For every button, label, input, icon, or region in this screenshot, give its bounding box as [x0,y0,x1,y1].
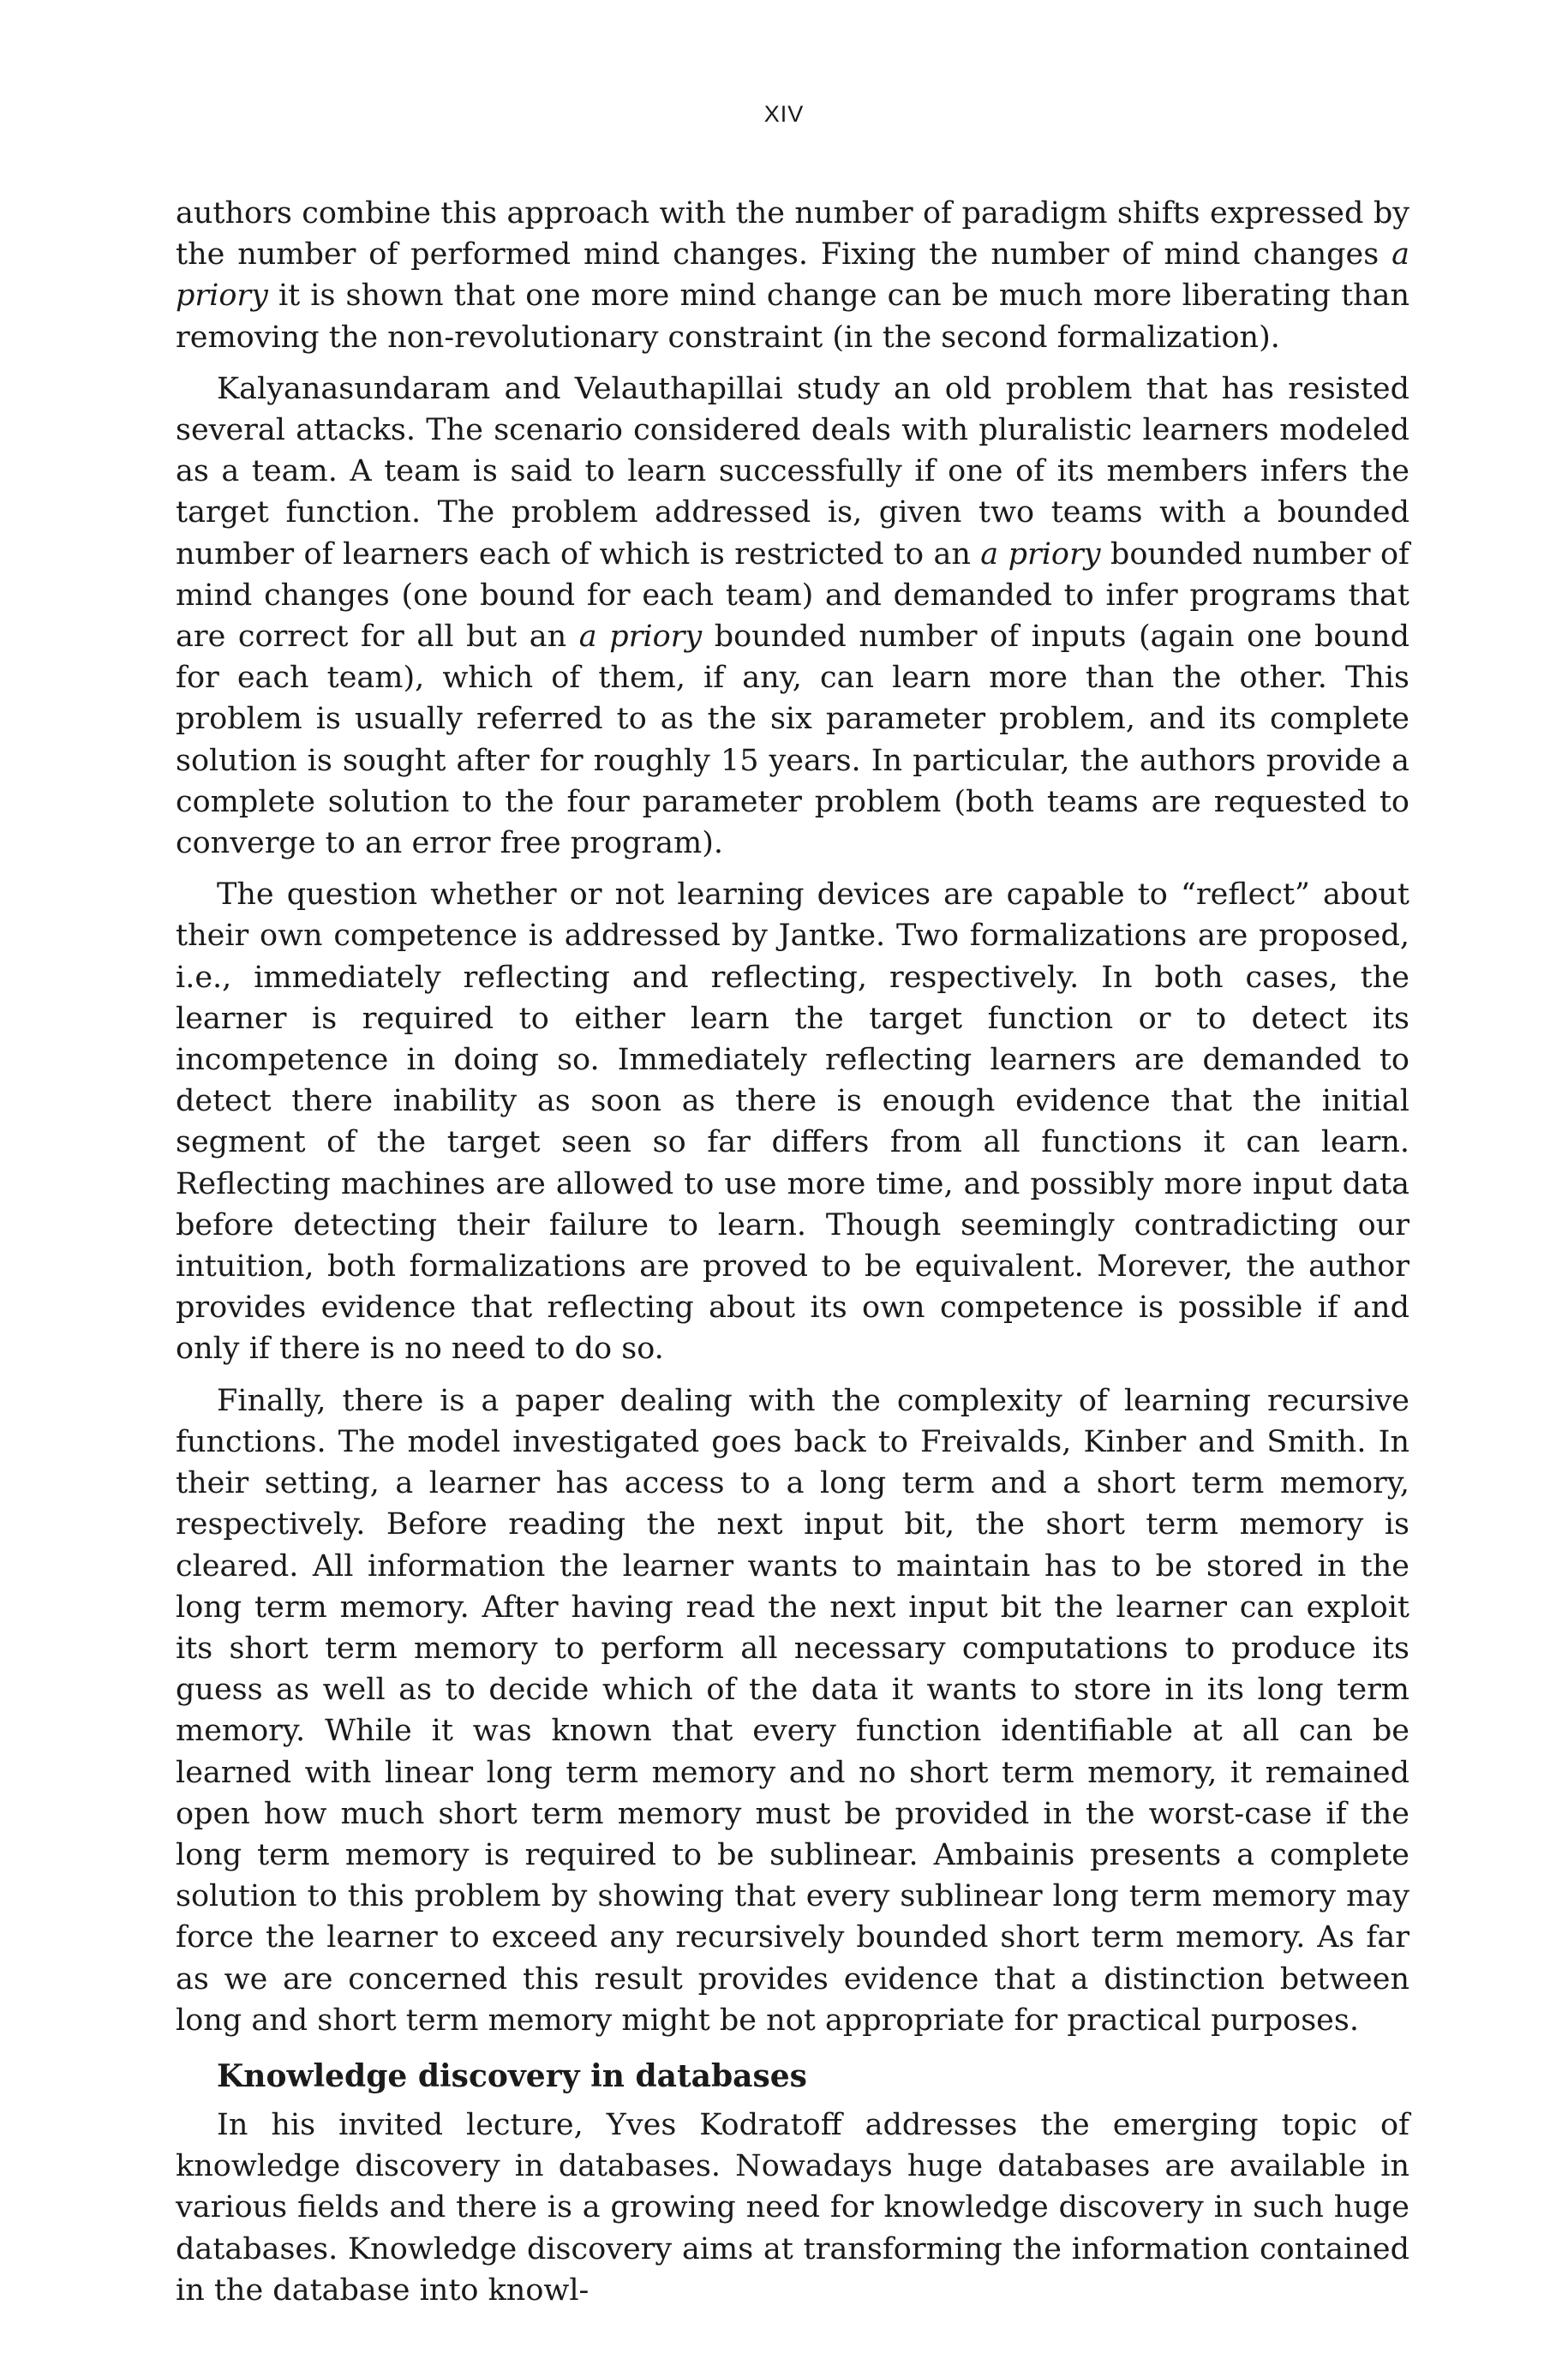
paragraph-jantke [176,874,1409,1369]
italic-term: a priory [980,536,1101,572]
page-number: XIV [763,101,805,127]
paragraph-continuation [176,193,1409,358]
text-run: authors combine this approach with the number of paradigm shifts expressed by the number of performed mind changes. Fixing the number of mind changes [176,196,1409,272]
text-run: The question whether or not learning devices are capable to “reflect” about their own competence is addressed by Jantke. Two formalizations are proposed, i.e., immediately reflecting and reflecting, respectively. In both cases, the learner is required to either learn the target function or to detect its incompetence in doing so. Immediately reflecting learners are demanded to detect there inability as soon as there is enough evidence that the initial segment of the target seen so far differs from all functions it can learn. Reflecting machines are allowed to use more time, and possibly more input data before detecting their failure to learn. Though seemingly contradicting our intuition, both formalizations are proved to be equivalent. Morever, the author provides evidence that reflecting about its own competence is possible if and only if there is no need to do so. [176,877,1409,1367]
paragraph-kodratoff: In his invited lecture, Yves Kodratoff addresses the emerging topic of knowledge discovery in databases. Nowadays huge databases are available in various fields and there is a growing need for knowledge discovery in such huge databases. Knowledge discovery aims at transforming the information contained in the database into knowl- [176,2107,1409,2308]
italic-term: a priory [578,620,703,655]
text-run: bounded number of mind changes (one bound for each team) and demanded to infer programs that are correct for all but an [176,536,1409,655]
paragraph-kalyanasundaram [176,368,1409,864]
text-run: bounded number of inputs (again one bound for each team), which of them, if any, can learn more than the other. This problem is usually referred to as the six parameter problem, and its complete solution is sought after for roughly 15 years. In particular, the authors provide a complete solution to the four parameter problem (both teams are requested to converge to an error free program). [176,620,1409,861]
paragraph-ambainis [176,1380,1409,2041]
section-heading: Knowledge discovery in databases [217,2057,807,2094]
text-run: it is shown that one more mind change can be much more liberating than removing the non-revolutionary constraint (in the second formalization). [176,278,1409,355]
text-run: Finally, there is a paper dealing with the complexity of learning recursive functions. The model investigated goes back to Freivalds, Kinber and Smith. In their setting, a learner has access to a long term and a short term memory, respectively. Before reading the next input bit, the short term memory is cleared. All information the learner wants to maintain has to be stored in the long term memory. After having read the next input bit the learner can exploit its short term memory to perform all necessary computations to produce its guess as well as to decide which of the data it wants to store in its long term memory. While it was known that every function identifiable at all can be learned with linear long term memory and no short term memory, it remained open how much short term memory must be provided in the worst-case if the long term memory is required to be sublinear. Ambainis presents a complete solution to this problem by showing that every sublinear long term memory may force the learner to exceed any recursively bounded short term memory. As far as we are concerned this result provides evidence that a distinction between long and short term memory might be not appropriate for practical purposes. [176,1383,1409,2038]
text-run: Kalyanasundaram and Velauthapillai study an old problem that has resisted several attacks. The scenario considered deals with pluralistic learners modeled as a team. A team is said to learn successfully if one of its members infers the target function. The problem addressed is, given two teams with a bounded number of learners each of which is restricted to an [176,371,1409,572]
italic-term: a priory [176,237,1409,314]
text-column [176,193,1409,2321]
